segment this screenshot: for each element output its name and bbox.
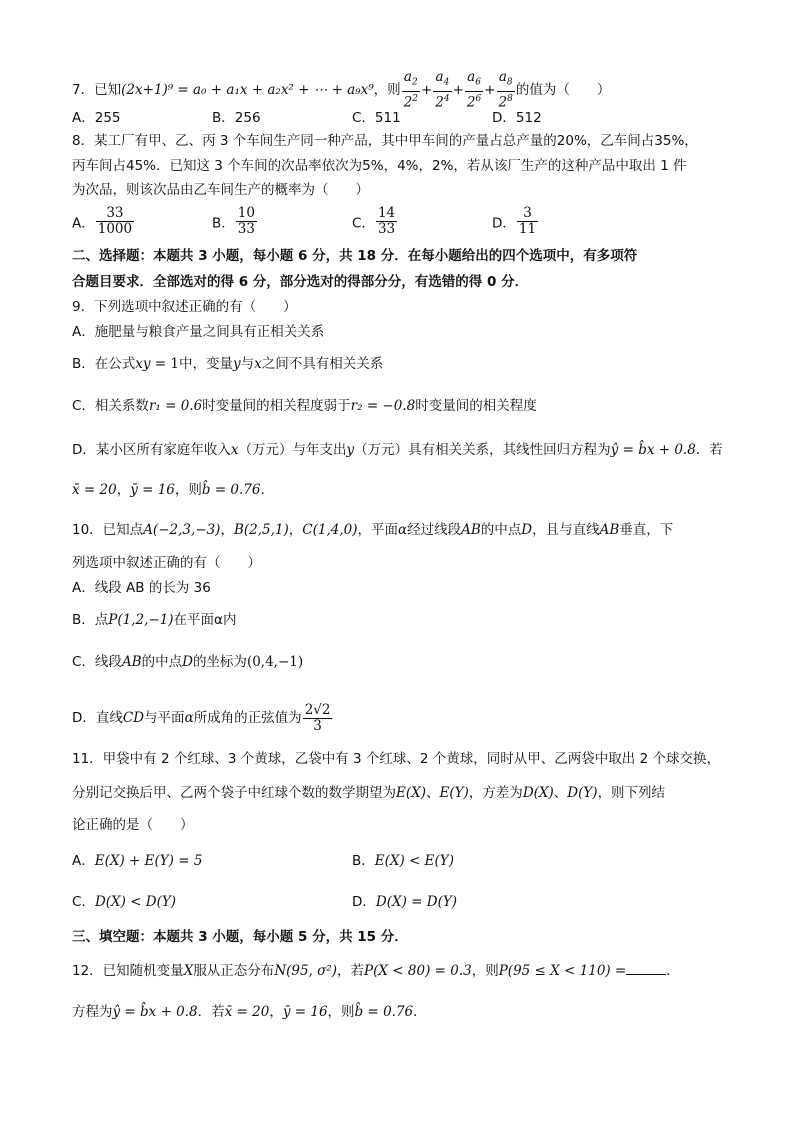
q10-line-2: 列选项中叙述正确的有（ ） <box>72 555 261 571</box>
q8-option-d: D． $\frac{3}{11}$ <box>492 205 537 237</box>
q11-option-d: D．D(X) = D(Y) <box>352 894 458 910</box>
q8-option-b: B． $\frac{10}{33}$ <box>212 205 255 237</box>
frac-a4: $\frac{a_4}{2^4}$ <box>435 69 450 111</box>
frac-a6: $\frac{a_6}{2^6}$ <box>466 69 482 111</box>
q8-option-a: A． $\frac{33}{1000}$ <box>72 205 133 237</box>
q7-option-b: B．256 <box>212 110 261 126</box>
q8-line-3: 为次品，则该次品由乙车间生产的概率为（ ） <box>72 182 369 198</box>
q11-line-2: 分别记交换后甲、乙两个袋子中红球个数的数学期望为E(X)、E(Y)，方差为D(X)、D(Y)，则下列结 <box>72 785 666 801</box>
q11-option-c: C．D(X) < D(Y) <box>72 894 177 910</box>
q9-option-b: B．在公式xy = 1中，变量y与x之间不具有相关关系 <box>72 356 384 372</box>
q7-prefix: 7．已知 <box>72 82 122 99</box>
q7-option-c: C．511 <box>352 110 401 126</box>
q11-line-1: 11．甲袋中有 2 个红球、3 个黄球，乙袋中有 3 个红球、2 个黄球，同时从甲、乙两袋中取出 2 个球交换， <box>72 751 720 767</box>
q7-option-a: A．255 <box>72 110 121 126</box>
q10-option-d: D．直线CD与平面α所成角的正弦值为 $\frac{2√2}{3}$ <box>72 701 331 734</box>
section-2-heading-line-2: 合题目要求．全部选对的得 6 分，部分选对的得部分分，有选错的得 0 分． <box>72 274 529 290</box>
question-7: 7．已知(2x+1)⁹ = a₀ + a₁x + a₂x² + ⋯ + a₉x⁹，则 $\frac{a_2}{2^2}$ + $\frac{a_4}{2^4}$ + $\frac{a_6}{2^6}$ + $\frac{a_8}{2^8}$ 的值为（ ） <box>72 69 611 111</box>
q9-option-d-line-1: D．某小区所有家庭年收入x（万元）与年支出y（万元）具有相关关系，其线性回归方程为ŷ = b̂x + 0.8．若 <box>72 442 723 458</box>
q7-suffix: 的值为（ ） <box>515 82 611 99</box>
q10-option-c: C．线段AB的中点D的坐标为(0,4,−1) <box>72 654 304 670</box>
q11-line-3: 论正确的是（ ） <box>72 817 194 833</box>
q10-option-d-fraction: $\frac{2√2}{3}$ <box>304 701 331 734</box>
q9-option-a: A．施肥量与粮食产量之间具有正相关关系 <box>72 324 325 340</box>
section-2-heading-line-1: 二、选择题：本题共 3 小题，每小题 6 分，共 18 分．在每小题给出的四个选项中，有多项符 <box>72 248 638 264</box>
q7-expression: (2x+1)⁹ = a₀ + a₁x + a₂x² + ⋯ + a₉x⁹ <box>121 82 374 99</box>
q8-line-1: 8．某工厂有甲、乙、丙 3 个车间生产同一种产品，其中甲车间的产量占总产量的20%，乙车间占35%， <box>72 133 698 149</box>
question-12: 12．已知随机变量X服从正态分布N(95, σ²)，若P(X < 80) = 0.3，则P(95 ≤ X < 110) = ． <box>72 960 680 981</box>
q11-option-a: A．E(X) + E(Y) = 5 <box>72 853 203 869</box>
q9-stem: 9．下列选项中叙述正确的有（ ） <box>72 299 297 315</box>
section-3-heading: 三、填空题：本题共 3 小题，每小题 5 分，共 15 分． <box>72 929 408 945</box>
q7-mid: ，则 <box>373 82 401 99</box>
q9-option-d-line-2: x̄ = 20，ȳ = 16，则b̂ = 0.76． <box>72 482 274 498</box>
q10-option-b: B．点P(1,2,−1)在平面α内 <box>72 612 237 628</box>
frac-a8: $\frac{a_8}{2^8}$ <box>498 69 513 111</box>
q11-option-b: B．E(X) < E(Y) <box>352 853 454 869</box>
frac-a2: $\frac{a_2}{2^2}$ <box>403 69 418 111</box>
answer-blank[interactable] <box>626 960 666 975</box>
q10-option-a: A．线段 AB 的长为 36 <box>72 580 211 596</box>
q7-option-d: D．512 <box>492 110 542 126</box>
q8-option-c: C． $\frac{14}{33}$ <box>352 205 396 237</box>
q10-line-1: 10．已知点A(−2,3,−3)，B(2,5,1)，C(1,4,0)，平面α经过线段AB的中点D，且与直线AB垂直，下 <box>72 522 674 538</box>
q8-line-2: 丙车间占45%．已知这 3 个车间的次品率依次为5%，4%，2%，若从该厂生产的这种产品中取出 1 件 <box>72 158 687 174</box>
tail-line: 方程为ŷ = b̂x + 0.8．若x̄ = 20，ȳ = 16，则b̂ = 0.76． <box>72 1004 427 1020</box>
q9-option-c: C．相关系数r₁ = 0.6时变量间的相关程度弱于r₂ = −0.8时变量间的相关程度 <box>72 398 537 414</box>
